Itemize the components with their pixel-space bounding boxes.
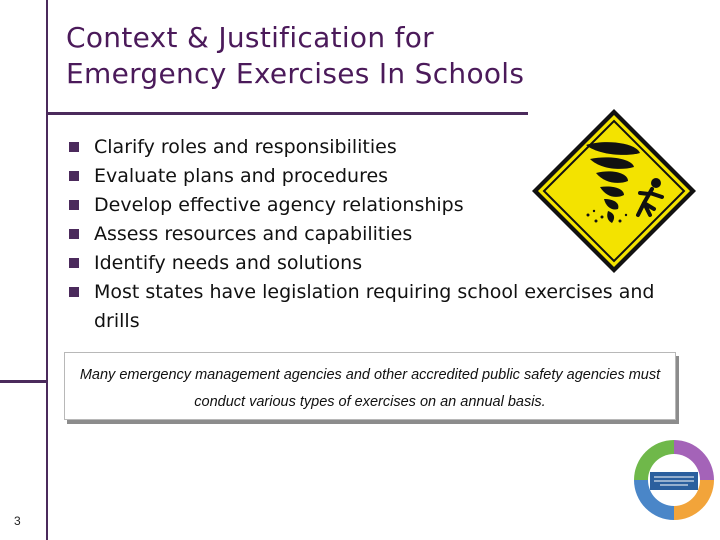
bullet-text: Most states have legislation requiring school exercises and drills bbox=[94, 281, 655, 332]
bullet-square-icon bbox=[69, 142, 79, 152]
bullet-item bbox=[64, 278, 704, 336]
slide-title: Context & Justification for Emergency Exercises In Schools bbox=[66, 21, 525, 90]
page-number: 3 bbox=[14, 514, 21, 528]
title-divider bbox=[48, 112, 568, 115]
bullet-text: Develop effective agency relationships bbox=[94, 194, 464, 216]
left-accent-bar-bottom bbox=[0, 380, 48, 383]
bullet-square-icon bbox=[69, 171, 79, 181]
tornado-warning-sign-icon bbox=[528, 103, 720, 273]
bullet-text: Clarify roles and responsibilities bbox=[94, 136, 397, 158]
bullet-square-icon bbox=[69, 258, 79, 268]
callout-text: Many emergency management agencies and other accredited public safety agencies must conduct various types of exercises on an annual basis. bbox=[79, 367, 661, 410]
bullet-text: Assess resources and capabilities bbox=[94, 223, 413, 245]
callout-box bbox=[64, 352, 676, 420]
bullet-square-icon bbox=[69, 229, 79, 239]
bullet-square-icon bbox=[69, 287, 79, 297]
left-accent-bar bbox=[46, 0, 48, 540]
bullet-square-icon bbox=[69, 200, 79, 210]
bullet-text: Evaluate plans and procedures bbox=[94, 165, 389, 187]
emergency-management-cycle-logo bbox=[632, 438, 716, 522]
bullet-text: Identify needs and solutions bbox=[94, 252, 363, 274]
